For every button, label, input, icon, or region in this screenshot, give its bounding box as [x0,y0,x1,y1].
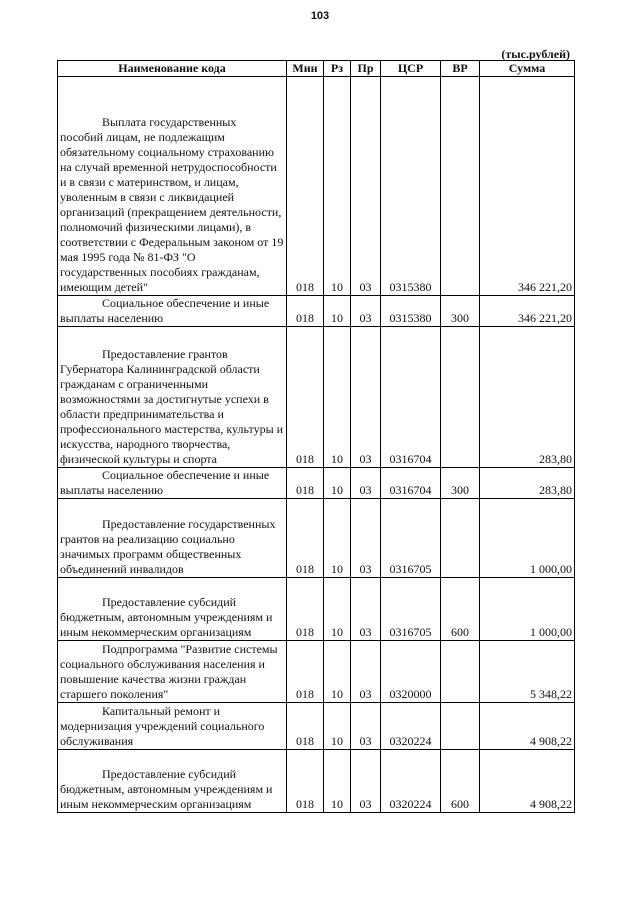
row-sum-cell: 283,80 [480,468,575,499]
table-row [58,641,575,703]
row-name-cell: Подпрограмма "Развитие системы социального обслуживания населения и повышение качества жизни граждан старшего поколения" [58,641,287,703]
row-name-cell: Предоставление государственных грантов на реализацию социально значимых программ общественных объединений инвалидов [58,499,287,578]
header-sum: Сумма [480,61,575,77]
table-row [58,468,575,499]
row-pr-cell: 03 [351,703,381,750]
row-rz-cell: 10 [324,578,351,641]
row-sum-cell: 1 000,00 [480,499,575,578]
row-csr-cell: 0316704 [381,468,441,499]
row-sum-cell: 5 348,22 [480,641,575,703]
table-row [58,703,575,750]
row-pr-cell: 03 [351,578,381,641]
row-name-cell: Капитальный ремонт и модернизация учреждений социального обслуживания [58,703,287,750]
row-min-cell: 018 [287,77,324,296]
row-csr-cell: 0316705 [381,578,441,641]
row-rz-cell: 10 [324,327,351,468]
row-csr-cell: 0315380 [381,296,441,327]
row-pr-cell: 03 [351,499,381,578]
row-csr-cell: 0316704 [381,327,441,468]
row-rz-cell: 10 [324,703,351,750]
row-min-cell: 018 [287,750,324,813]
row-sum-cell: 4 908,22 [480,750,575,813]
header-min: Мин [287,61,324,77]
row-vr-cell: 600 [441,750,480,813]
row-rz-cell: 10 [324,77,351,296]
row-vr-cell [441,499,480,578]
row-name-cell: Предоставление грантов Губернатора Калининградской области гражданам с ограниченными возможностями за достигнутые успехи в области предпринимательства и профессионального мастерства, культуры и искусства, народного творчества, физической культуры и спорта [58,327,287,468]
row-vr-cell [441,327,480,468]
row-sum-cell: 1 000,00 [480,578,575,641]
row-vr-cell [441,641,480,703]
row-pr-cell: 03 [351,327,381,468]
row-pr-cell: 03 [351,750,381,813]
row-pr-cell: 03 [351,468,381,499]
table-row [58,327,575,468]
row-name-cell: Предоставление субсидий бюджетным, автономным учреждениям и иным некоммерческим организациям [58,750,287,813]
header-vr: ВР [441,61,480,77]
row-min-cell: 018 [287,468,324,499]
row-vr-cell [441,703,480,750]
row-sum-cell: 346 221,20 [480,77,575,296]
row-rz-cell: 10 [324,750,351,813]
row-name-cell: Социальное обеспечение и иные выплаты населению [58,296,287,327]
table-row [58,578,575,641]
row-name-cell: Социальное обеспечение и иные выплаты населению [58,468,287,499]
table-header-row [58,61,575,77]
table-row [58,77,575,296]
budget-table [57,60,575,813]
row-rz-cell: 10 [324,641,351,703]
row-vr-cell [441,77,480,296]
table-row [58,296,575,327]
row-vr-cell: 600 [441,578,480,641]
row-csr-cell: 0320224 [381,750,441,813]
row-name-cell: Выплата государственных пособий лицам, не подлежащим обязательному социальному страхованию на случай временной нетрудоспособности и в связи с материнством, и лицам, уволенным в связи с ликвидацией организаций (прекращением деятельности, полномочий физическими лицами), в соответствии с Федеральным законом от 19 мая 1995 года № 81-ФЗ "О государственных пособиях гражданам, имеющим детей" [58,77,287,296]
row-vr-cell: 300 [441,296,480,327]
header-name: Наименование кода [58,61,287,77]
row-min-cell: 018 [287,641,324,703]
row-min-cell: 018 [287,327,324,468]
row-csr-cell: 0320000 [381,641,441,703]
row-csr-cell: 0316705 [381,499,441,578]
header-rz: Рз [324,61,351,77]
units-label: (тыс.рублей) [501,47,570,61]
row-rz-cell: 10 [324,499,351,578]
row-pr-cell: 03 [351,641,381,703]
header-csr: ЦСР [381,61,441,77]
row-csr-cell: 0315380 [381,77,441,296]
table-body [58,77,575,813]
page-number: 103 [310,10,330,22]
row-min-cell: 018 [287,296,324,327]
row-pr-cell: 03 [351,296,381,327]
header-pr: Пр [351,61,381,77]
row-rz-cell: 10 [324,296,351,327]
row-rz-cell: 10 [324,468,351,499]
row-min-cell: 018 [287,703,324,750]
row-pr-cell: 03 [351,77,381,296]
row-sum-cell: 346 221,20 [480,296,575,327]
row-vr-cell: 300 [441,468,480,499]
row-sum-cell: 4 908,22 [480,703,575,750]
row-name-cell: Предоставление субсидий бюджетным, автономным учреждениям и иным некоммерческим организациям [58,578,287,641]
table-row [58,750,575,813]
row-min-cell: 018 [287,578,324,641]
row-sum-cell: 283,80 [480,327,575,468]
row-min-cell: 018 [287,499,324,578]
table-row [58,499,575,578]
row-csr-cell: 0320224 [381,703,441,750]
